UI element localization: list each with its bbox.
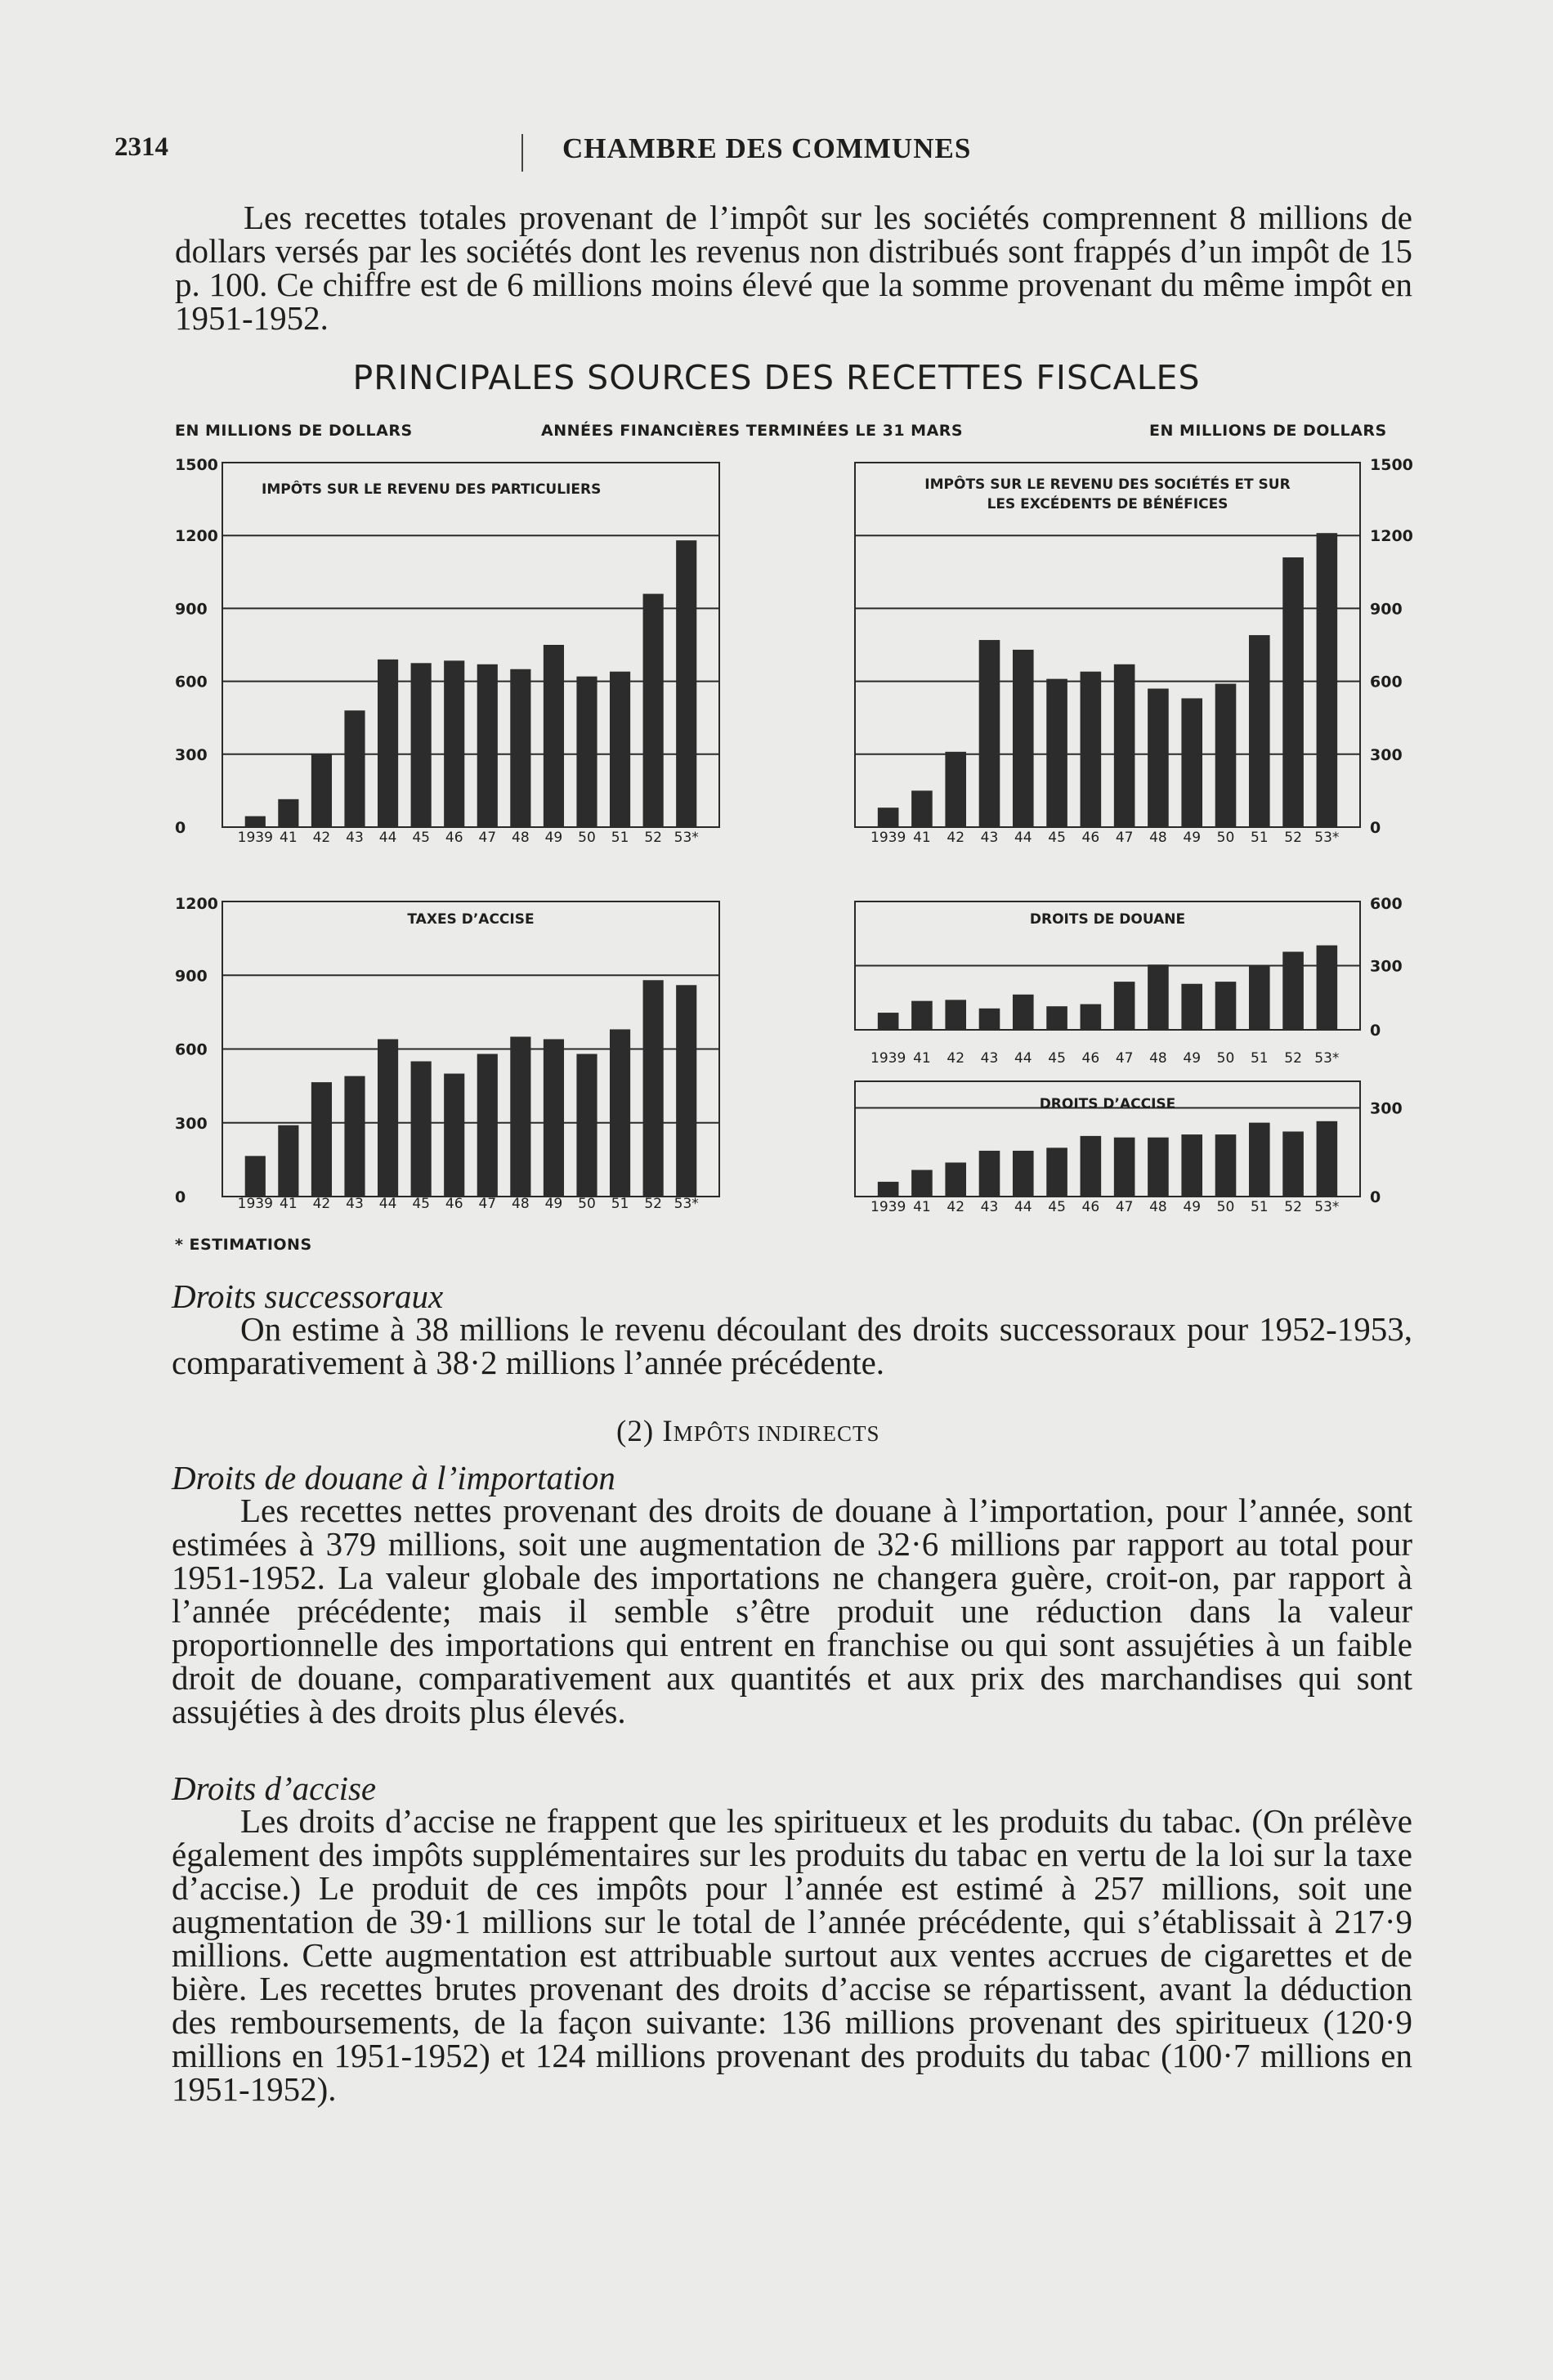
heading-droits-successoraux: Droits successoraux xyxy=(172,1277,444,1315)
income-personal-xtick-label: 48 xyxy=(512,830,530,846)
customs-duties-ytick-label: 300 xyxy=(1370,957,1403,976)
income-corporate-ytick-label: 600 xyxy=(1370,673,1403,691)
customs-duties-xtick-label: 47 xyxy=(1115,1050,1134,1067)
income-corporate-xtick-label: 45 xyxy=(1048,830,1066,846)
customs-duties-xtick-label: 49 xyxy=(1183,1050,1202,1067)
customs-duties-xtick-label: 43 xyxy=(980,1050,999,1067)
income-personal-xtick-label: 53* xyxy=(674,830,699,846)
customs-duties-xtick-label: 52 xyxy=(1284,1050,1302,1067)
income-personal-bar xyxy=(444,660,464,827)
customs-duties-xtick-label: 51 xyxy=(1250,1050,1269,1067)
income-personal-bar xyxy=(676,540,696,827)
income-corporate-ytick-label: 1500 xyxy=(1370,456,1413,474)
income-personal-xtick-label: 49 xyxy=(544,830,563,846)
income-personal-bar xyxy=(610,672,630,827)
excise-duties-ytick-label: 0 xyxy=(1370,1188,1381,1206)
income-corporate-title-line2: LES EXCÉDENTS DE BÉNÉFICES xyxy=(987,496,1229,512)
income-personal-bar xyxy=(544,645,564,827)
income-corporate-bar xyxy=(1148,689,1169,827)
income-personal-ytick-label: 1500 xyxy=(175,456,218,474)
income-personal-title: IMPÔTS SUR LE REVENU DES PARTICULIERS xyxy=(262,481,602,498)
income-personal-ytick-label: 300 xyxy=(175,745,208,764)
income-corporate-ytick-label: 300 xyxy=(1370,745,1403,764)
customs-duties-bar xyxy=(1148,964,1169,1030)
income-corporate-bar xyxy=(1114,664,1135,827)
customs-duties-xtick-label: 45 xyxy=(1048,1050,1066,1067)
revenue-charts-figure xyxy=(0,441,1553,1242)
figure-title: PRINCIPALES SOURCES DES RECETTES FISCALES xyxy=(352,358,1201,397)
income-personal-bar xyxy=(245,816,266,827)
customs-duties-bar xyxy=(1317,946,1338,1030)
excise-duties-bar xyxy=(1114,1138,1135,1197)
customs-duties-bar xyxy=(945,1000,966,1030)
income-personal-ytick-label: 0 xyxy=(175,819,186,837)
income-corporate-bar xyxy=(1081,672,1102,827)
excise-duties-xtick-label: 51 xyxy=(1250,1199,1269,1215)
income-personal-chart xyxy=(222,463,719,827)
excise-duties-bar xyxy=(1148,1138,1169,1197)
income-personal-xtick-label: 42 xyxy=(312,830,331,846)
excise-duties-xtick-label: 49 xyxy=(1183,1199,1202,1215)
excise-taxes-bar xyxy=(610,1029,630,1197)
excise-taxes-bar xyxy=(411,1062,432,1197)
income-personal-xtick-label: 41 xyxy=(280,830,298,846)
section-title-rest: MPÔTS INDIRECTS xyxy=(673,1421,880,1446)
excise-taxes-bar xyxy=(344,1076,365,1197)
income-corporate-xtick-label: 53* xyxy=(1314,830,1340,846)
excise-duties-xtick-label: 43 xyxy=(980,1199,999,1215)
income-personal-ytick-label: 1200 xyxy=(175,527,218,546)
excise-taxes-ytick-label: 600 xyxy=(175,1040,208,1059)
income-corporate-xtick-label: 1939 xyxy=(870,830,906,846)
income-corporate-xtick-label: 47 xyxy=(1115,830,1134,846)
excise-taxes-ytick-label: 1200 xyxy=(175,895,218,913)
income-corporate-xtick-label: 50 xyxy=(1216,830,1235,846)
income-corporate-ytick-label: 1200 xyxy=(1370,527,1413,546)
excise-taxes-bar xyxy=(510,1036,530,1197)
excise-duties-xtick-label: 53* xyxy=(1314,1199,1340,1215)
excise-duties-xtick-label: 45 xyxy=(1048,1199,1066,1215)
excise-taxes-xtick-label: 1939 xyxy=(237,1196,273,1212)
income-personal-xtick-label: 51 xyxy=(611,830,629,846)
excise-taxes-chart xyxy=(222,901,719,1197)
excise-duties-bar xyxy=(911,1170,933,1197)
heading-droits-douane: Droits de douane à l’importation xyxy=(172,1459,615,1496)
income-corporate-bar xyxy=(1282,557,1304,827)
customs-duties-bar xyxy=(979,1009,1000,1030)
income-corporate-bar xyxy=(1046,679,1067,827)
excise-duties-bar xyxy=(1181,1134,1202,1197)
income-personal-xtick-label: 44 xyxy=(378,830,397,846)
income-corporate-ytick-label: 0 xyxy=(1370,819,1381,837)
customs-duties-title: DROITS DE DOUANE xyxy=(1029,911,1186,928)
excise-taxes-bar xyxy=(278,1125,298,1197)
income-corporate-xtick-label: 51 xyxy=(1250,830,1269,846)
excise-duties-xtick-label: 47 xyxy=(1115,1199,1134,1215)
page-header-title: CHAMBRE DES COMMUNES xyxy=(562,132,972,164)
customs-duties-bar xyxy=(1249,966,1270,1031)
excise-taxes-bar xyxy=(576,1054,597,1197)
income-personal-ytick-label: 900 xyxy=(175,600,208,619)
excise-taxes-ytick-label: 0 xyxy=(175,1188,186,1206)
excise-taxes-bar xyxy=(544,1039,564,1197)
excise-duties-xtick-label: 1939 xyxy=(870,1199,906,1215)
excise-taxes-xtick-label: 48 xyxy=(512,1196,530,1212)
excise-taxes-xtick-label: 47 xyxy=(478,1196,497,1212)
unit-label-right: EN MILLIONS DE DOLLARS xyxy=(1149,422,1387,440)
income-corporate-bar xyxy=(1215,684,1237,827)
income-personal-xtick-label: 50 xyxy=(578,830,596,846)
customs-duties-bar xyxy=(878,1013,899,1030)
excise-duties-xtick-label: 46 xyxy=(1081,1199,1100,1215)
excise-duties-title: DROITS D’ACCISE xyxy=(1039,1096,1176,1112)
excise-duties-bar xyxy=(1215,1134,1237,1197)
income-corporate-bar xyxy=(1013,650,1034,827)
income-personal-xtick-label: 52 xyxy=(644,830,662,846)
excise-taxes-bar xyxy=(378,1039,398,1197)
excise-duties-bar xyxy=(1013,1151,1034,1197)
income-corporate-xtick-label: 46 xyxy=(1081,830,1100,846)
income-corporate-xtick-label: 42 xyxy=(947,830,965,846)
customs-duties-bar xyxy=(1114,982,1135,1030)
income-corporate-xtick-label: 43 xyxy=(980,830,999,846)
excise-taxes-ytick-label: 900 xyxy=(175,967,208,986)
customs-duties-xtick-label: 48 xyxy=(1149,1050,1167,1067)
excise-taxes-xtick-label: 46 xyxy=(445,1196,463,1212)
income-corporate-ytick-label: 900 xyxy=(1370,600,1403,619)
period-label: ANNÉES FINANCIÈRES TERMINÉES LE 31 MARS xyxy=(541,422,964,440)
income-corporate-xtick-label: 44 xyxy=(1014,830,1032,846)
excise-taxes-bar xyxy=(444,1074,464,1197)
excise-taxes-title: TAXES D’ACCISE xyxy=(407,911,535,928)
income-personal-bar xyxy=(411,663,432,827)
income-personal-bar xyxy=(278,799,298,827)
income-personal-bar xyxy=(378,660,398,827)
income-corporate-bar xyxy=(1181,698,1202,827)
excise-taxes-xtick-label: 43 xyxy=(346,1196,364,1212)
income-personal-bar xyxy=(576,677,597,827)
income-personal-bar xyxy=(510,669,530,827)
excise-duties-bar xyxy=(878,1182,899,1197)
income-personal-xtick-label: 45 xyxy=(412,830,430,846)
income-corporate-title-line1: IMPÔTS SUR LE REVENU DES SOCIÉTÉS ET SUR xyxy=(924,476,1291,493)
customs-duties-xtick-label: 44 xyxy=(1014,1050,1032,1067)
header-divider xyxy=(521,134,523,172)
customs-duties-bar xyxy=(1081,1004,1102,1030)
intro-paragraph: Les recettes totales provenant de l’impôt sur les sociétés comprennent 8 millions de dollars versés par les sociétés dont les revenus non distribués sont frappés d’un impôt de 15 p. 100. Ce chiffre est de 6 millions moins élevé que la somme provenant du même impôt en 1951-1952. xyxy=(175,199,1412,337)
income-personal-bar xyxy=(643,594,664,827)
section-title-impots-indirects xyxy=(616,1414,880,1449)
excise-duties-xtick-label: 50 xyxy=(1216,1199,1235,1215)
section-number: (2) xyxy=(616,1415,655,1448)
excise-duties-xtick-label: 42 xyxy=(947,1199,965,1215)
paragraph-droits-douane: Les recettes nettes provenant des droits de douane à l’importation, pour l’année, sont estimées à 379 millions, soit une augmentation de 32·6 millions par rapport au total pour 1951-1952. La valeur globale des importations ne changera guère, croit-on, par rapport à l’année précédente; mais il semble s’être produit une réduction dans la valeur proportionnelle des importations qui entrent en franchise ou qui sont assujéties à un faible droit de douane, comparativement aux quantités et aux prix des marchandises qui sont assujéties à des droits plus élevés. xyxy=(172,1492,1412,1730)
excise-duties-bar xyxy=(945,1162,966,1197)
excise-duties-xtick-label: 48 xyxy=(1149,1199,1167,1215)
income-corporate-bar xyxy=(1317,533,1338,827)
customs-duties-bar xyxy=(911,1001,933,1030)
excise-taxes-bar xyxy=(245,1156,266,1197)
unit-label-left: EN MILLIONS DE DOLLARS xyxy=(175,422,413,440)
customs-duties-xtick-label: 1939 xyxy=(870,1050,906,1067)
excise-taxes-xtick-label: 45 xyxy=(412,1196,430,1212)
page-number: 2314 xyxy=(114,132,168,162)
excise-duties-bar xyxy=(1249,1123,1270,1197)
income-corporate-xtick-label: 41 xyxy=(913,830,931,846)
excise-duties-bar xyxy=(1081,1136,1102,1197)
income-corporate-bar xyxy=(945,752,966,827)
income-corporate-xtick-label: 48 xyxy=(1149,830,1167,846)
estimation-footnote: * ESTIMATIONS xyxy=(175,1236,312,1254)
customs-duties-bar xyxy=(1013,995,1034,1030)
customs-duties-xtick-label: 50 xyxy=(1216,1050,1235,1067)
customs-duties-xtick-label: 41 xyxy=(913,1050,931,1067)
paragraph-droits-accise: Les droits d’accise ne frappent que les spiritueux et les produits du tabac. (On prélève également des impôts supplémentaires sur les produits du tabac en vertu de la loi sur la taxe d’accise.) Le produit de ces impôts pour l’année est estimé à 257 millions, soit une augmentation de 39·1 millions sur le total de l’année précédente, qui s’établissait à 217·9 millions. Cette augmentation est attribuable surtout aux ventes accrues de cigarettes et de bière. Les recettes brutes provenant des droits d’accise se répartissent, avant la déduction des remboursements, de la façon suivante: 136 millions provenant des spiritueux (120·9 millions en 1951-1952) et 124 millions provenant des produits du tabac (100·7 millions en 1951-1952). xyxy=(172,1802,1412,2108)
excise-taxes-bar xyxy=(676,985,696,1197)
excise-taxes-xtick-label: 42 xyxy=(312,1196,331,1212)
excise-taxes-bar xyxy=(311,1082,332,1197)
excise-duties-bar xyxy=(1317,1121,1338,1197)
excise-duties-bar xyxy=(1282,1131,1304,1197)
customs-duties-ytick-label: 600 xyxy=(1370,895,1403,913)
income-corporate-bar xyxy=(911,790,933,827)
income-personal-xtick-label: 1939 xyxy=(237,830,273,846)
excise-taxes-xtick-label: 53* xyxy=(674,1196,699,1212)
income-personal-bar xyxy=(477,664,498,827)
customs-duties-bar xyxy=(1046,1006,1067,1030)
income-corporate-bar xyxy=(878,808,899,827)
excise-taxes-ytick-label: 300 xyxy=(175,1114,208,1133)
excise-duties-ytick-label: 300 xyxy=(1370,1099,1403,1118)
paragraph-droits-successoraux: On estime à 38 millions le revenu découlant des droits successoraux pour 1952-1953, comparativement à 38·2 millions l’année précédente. xyxy=(172,1310,1412,1381)
customs-duties-xtick-label: 42 xyxy=(947,1050,965,1067)
income-personal-xtick-label: 47 xyxy=(478,830,497,846)
excise-taxes-bar xyxy=(477,1054,498,1197)
income-personal-xtick-label: 43 xyxy=(346,830,364,846)
customs-duties-bar xyxy=(1215,982,1237,1030)
excise-taxes-xtick-label: 51 xyxy=(611,1196,629,1212)
customs-duties-xtick-label: 46 xyxy=(1081,1050,1100,1067)
customs-duties-xtick-label: 53* xyxy=(1314,1050,1340,1067)
income-personal-ytick-label: 600 xyxy=(175,673,208,691)
section-title-initial: I xyxy=(662,1415,674,1448)
income-personal-bar xyxy=(311,754,332,827)
income-corporate-xtick-label: 49 xyxy=(1183,830,1202,846)
excise-taxes-xtick-label: 44 xyxy=(378,1196,397,1212)
excise-duties-bar xyxy=(979,1151,1000,1197)
income-personal-xtick-label: 46 xyxy=(445,830,463,846)
income-corporate-xtick-label: 52 xyxy=(1284,830,1302,846)
customs-duties-bar xyxy=(1181,984,1202,1030)
excise-duties-xtick-label: 52 xyxy=(1284,1199,1302,1215)
excise-taxes-xtick-label: 52 xyxy=(644,1196,662,1212)
excise-taxes-bar xyxy=(643,980,664,1197)
excise-duties-bar xyxy=(1046,1148,1067,1197)
excise-duties-xtick-label: 44 xyxy=(1014,1199,1032,1215)
excise-taxes-xtick-label: 41 xyxy=(280,1196,298,1212)
income-corporate-bar xyxy=(1249,635,1270,827)
customs-duties-ytick-label: 0 xyxy=(1370,1022,1381,1040)
income-personal-bar xyxy=(344,710,365,827)
excise-taxes-xtick-label: 49 xyxy=(544,1196,563,1212)
customs-duties-bar xyxy=(1282,951,1304,1030)
excise-duties-xtick-label: 41 xyxy=(913,1199,931,1215)
excise-taxes-xtick-label: 50 xyxy=(578,1196,596,1212)
heading-droits-accise: Droits d’accise xyxy=(172,1769,377,1807)
income-corporate-chart xyxy=(855,463,1360,827)
income-corporate-bar xyxy=(979,640,1000,827)
running-head xyxy=(114,132,1439,173)
